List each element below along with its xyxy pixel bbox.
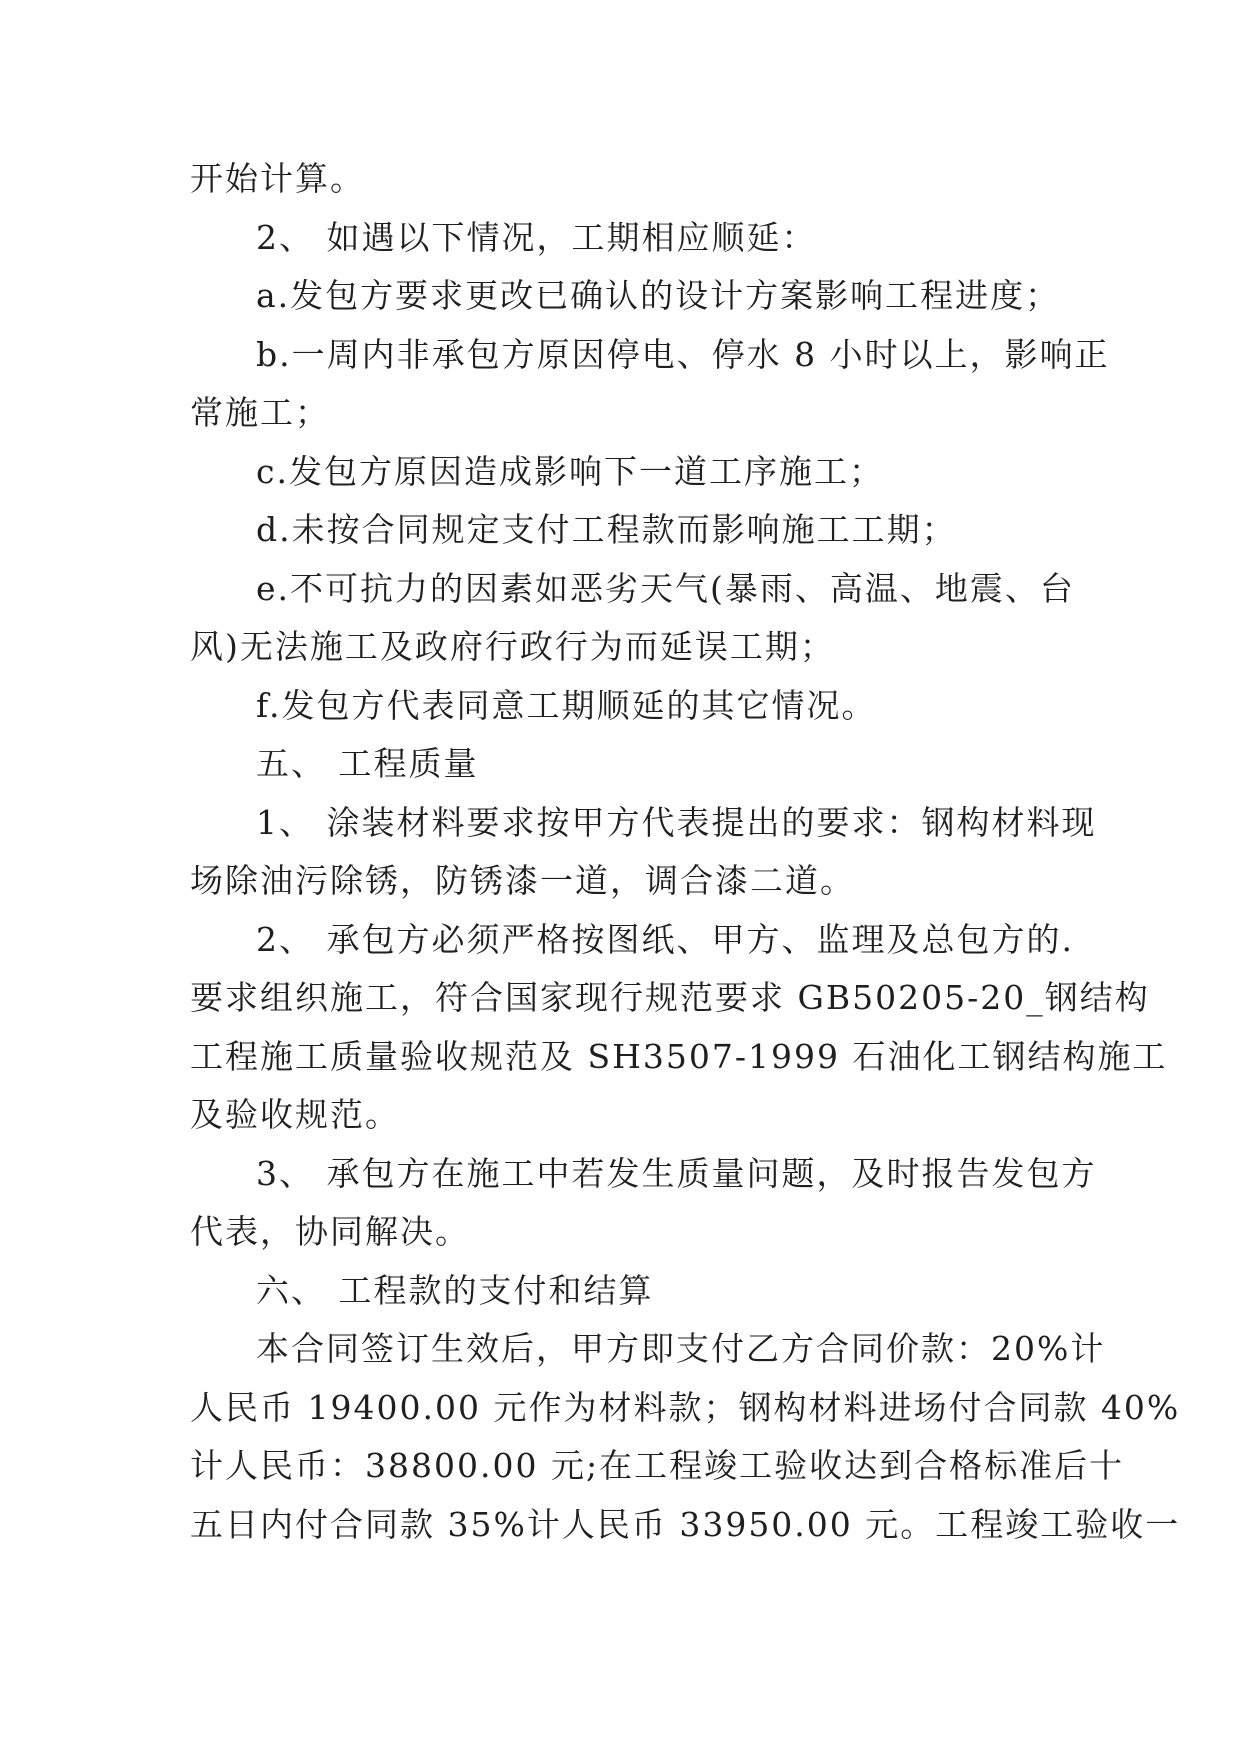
text-line: 五、 工程质量 [256,744,479,783]
text-line: 常施工； [190,393,330,432]
text-line: 工程施工质量验收规范及 SH3507-1999 石油化工钢结构施工 [190,1036,1168,1076]
text-line: 风)无法施工及政府行政行为而延误工期； [190,627,835,666]
text-line: c.发包方原因造成影响下一道工序施工； [256,451,884,491]
text-line: 2、 如遇以下情况，工期相应顺延： [256,217,817,257]
text-line: 及验收规范。 [190,1095,400,1134]
document-body [190,150,1181,1554]
text-line: f.发包方代表同意工期顺延的其它情况。 [256,685,877,725]
text-line: e.不可抗力的因素如恶劣天气(暴雨、高温、地震、台 [256,568,1075,608]
text-line: 2、 承包方必须严格按图纸、甲方、监理及总包方的. [256,919,1074,959]
text-line: 开始计算。 [190,159,365,198]
text-line: 场除油污除锈，防锈漆一道，调合漆二道。 [190,861,855,900]
text-line: 本合同签订生效后，甲方即支付乙方合同价款：20%计 [256,1329,1106,1368]
text-line: 六、 工程款的支付和结算 [256,1270,654,1310]
text-line: a.发包方要求更改已确认的设计方案影响工程进度； [256,276,1061,315]
text-line: 3、 承包方在施工中若发生质量问题，及时报告发包方 [256,1153,1097,1193]
text-line: b.一周内非承包方原因停电、停水 8 小时以上，影响正 [256,334,1110,374]
text-line: 1、 涂装材料要求按甲方代表提出的要求：钢构材料现 [256,802,1097,842]
text-line: d.未按合同规定支付工程款而影响施工工期； [256,510,957,549]
text-line: 人民币 19400.00 元作为材料款；钢构材料进场付合同款 40% [190,1387,1181,1427]
text-line: 要求组织施工，符合国家现行规范要求 GB50205-20_钢结构 [190,978,1150,1017]
text-line: 计人民币：38800.00 元;在工程竣工验收达到合格标准后十 [190,1446,1125,1485]
text-line: 代表，协同解决。 [190,1212,470,1251]
text-line: 五日内付合同款 35%计人民币 33950.00 元。工程竣工验收一 [190,1504,1181,1544]
